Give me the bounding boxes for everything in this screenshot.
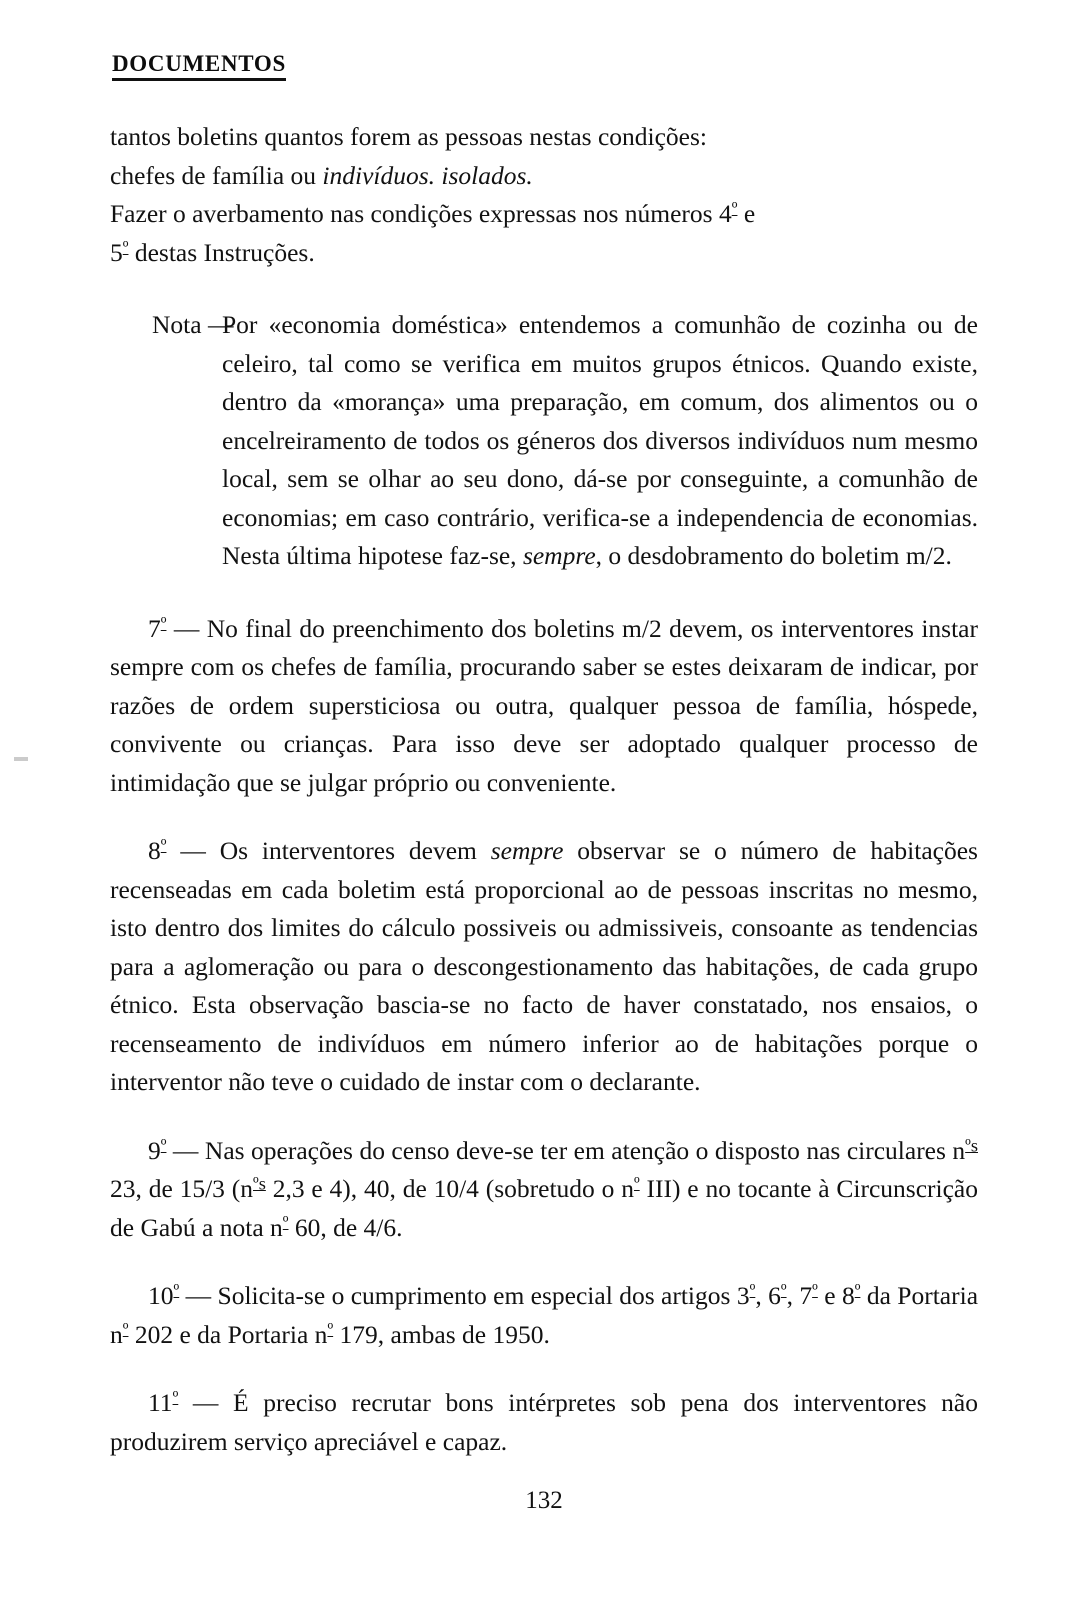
article-9-ordinal-o-1: º [633,1173,640,1194]
article-8-dash: — [166,836,220,865]
article-10-ordinal: º [173,1280,180,1301]
intro-line-4-number: 5 [110,237,123,267]
spacer [110,1102,978,1132]
article-10-ordinal-4: º [854,1280,861,1301]
article-10-segment-7: 179, ambas de 1950. [333,1319,550,1349]
article-8-number: 8 [148,836,161,865]
running-head-title: DOCUMENTOS [112,51,286,76]
article-9-segment-5: 60, de 4/6. [288,1212,403,1242]
text-column [110,118,978,1461]
article-11-number: 11 [148,1388,173,1417]
article-9-segment-3: 2,3 e 4), 40, de 10/4 (sobretudo o n [265,1174,634,1203]
intro-line-1: tantos boletins quantos forem as pessoas nestas condições: [110,122,708,151]
article-7-text: No final do preenchimento dos boletins m/2 devem, os interventores instar sempre com os chefes de família, procurando saber se estes deixaram de indicar, por razões de ordem supersticiosa ou outra, qualquer pessoa de família, hóspede, convivente ou crianças. Para isso deve ser adoptado qualquer processo de intimidação que se julgar próprio ou conveniente. [110,613,978,797]
article-9-segment-4: III) e no tocante à Circunscrição de Gabú a nota n [110,1174,978,1242]
intro-line-3-ordinal: º [731,198,738,219]
article-10-segment-4: e 8 [817,1281,855,1310]
article-10-segment-3: , 7 [786,1281,813,1310]
article-10-ordinal-5: º [122,1318,129,1339]
nota-text-italic: sempre [522,541,596,570]
scan-artifact-speck [14,757,28,761]
nota-text-b: , o desdobramento do boletim m/2. [595,541,952,570]
nota-text-a: Por «economia doméstica» entendemos a comunhão de cozinha ou de celeiro, tal como se verifica em muitos grupos étnicos. Quando existe, dentro da «morança» uma preparação, em comum, dos alimentos ou o encelreiramento de todos os géneros dos diversos indivíduos num mesmo local, sem se olhar ao seu dono, dá-se por conseguinte, a comunhão de economias; em caso contrário, verifica-se a independencia de economias. Nesta última hipotese faz-se, [222,310,978,570]
article-10-segment-5: da Portaria n [110,1281,979,1349]
article-9-ordinal-os-2: ºs [253,1173,266,1194]
article-9-ordinal-o-2: º [282,1211,289,1232]
article-10-ordinal-2: º [780,1280,787,1301]
article-9-number: 9 [148,1135,161,1165]
intro-line-4-ordinal: º [122,236,129,257]
article-8-text-b: observar se o número de habitações recenseadas em cada boletim está proporcional ao de pessoas inscritas no mesmo, isto dentro dos limites do cálculo possiveis ou admissiveis, consoante as tendencias para a aglomeração ou para o descongestionamento das habitações, de cada grupo étnico. Esta observação bascia-se no facto de haver constatado, nos ensaios, o recenseamento de indivíduos em número inferior ao de habitações porque o interventor não teve o cuidado de instar com o declarante. [110,836,978,1096]
intro-line-4-cont: destas Instruções. [128,237,315,267]
spacer [110,272,978,306]
article-10-ordinal-3: º [812,1280,818,1301]
paragraph-article-8 [110,832,978,1102]
paragraph-article-11 [110,1384,978,1461]
spacer [110,802,978,832]
article-9-ordinal-os-1: ºs [965,1134,978,1155]
intro-line-3-cont: e [737,199,756,228]
intro-line-3: Fazer o averbamento nas condições expressas nos números 4 [110,199,732,228]
paragraph-article-9 [110,1132,978,1248]
article-11-ordinal: º [172,1387,179,1408]
article-11-text: É preciso recrutar bons intérpretes sob pena dos interventores não produzirem serviço apreciável e capaz. [110,1388,978,1456]
article-7-ordinal: º [160,612,167,633]
article-9-ordinal: º [160,1134,167,1155]
paragraph-article-7 [110,610,978,803]
article-8-ordinal: º [160,835,167,856]
nota-body [222,306,978,576]
article-10-ordinal-1: º [749,1280,756,1301]
article-11-dash: — [178,1388,234,1417]
paragraph-intro [110,118,978,272]
spacer [110,1354,978,1384]
nota-block [110,306,978,576]
running-head [112,52,286,81]
article-9-segment-1: Nas operações do censo deve-se ter em atenção o disposto nas circulares n [204,1135,966,1165]
running-head-rule [112,78,286,81]
spacer [110,1247,978,1277]
article-10-number: 10 [148,1281,174,1310]
article-8-text-a: Os interventores devem [219,836,491,865]
article-7-dash: — [166,613,207,643]
spacer [110,576,978,610]
article-9-dash: — [166,1135,205,1165]
article-10-segment-1: Solicita-se o cumprimento em especial dos artigos 3 [217,1281,750,1310]
article-10-dash: — [179,1281,218,1310]
intro-line-2-prefix: chefes de família ou [110,160,323,190]
article-10-segment-2: , 6 [755,1281,781,1310]
nota-label: Nota — [152,310,234,339]
page-number: 132 [525,1487,563,1514]
article-7-number: 7 [148,613,161,643]
article-10-ordinal-6: º [327,1318,334,1339]
article-8-text-italic: sempre [490,836,564,865]
article-10-segment-6: 202 e da Portaria n [128,1319,328,1349]
intro-line-2-italic: indivíduos. isolados. [322,160,533,190]
article-9-segment-2: 23, de 15/3 (n [110,1174,254,1203]
paragraph-article-10 [110,1277,978,1354]
